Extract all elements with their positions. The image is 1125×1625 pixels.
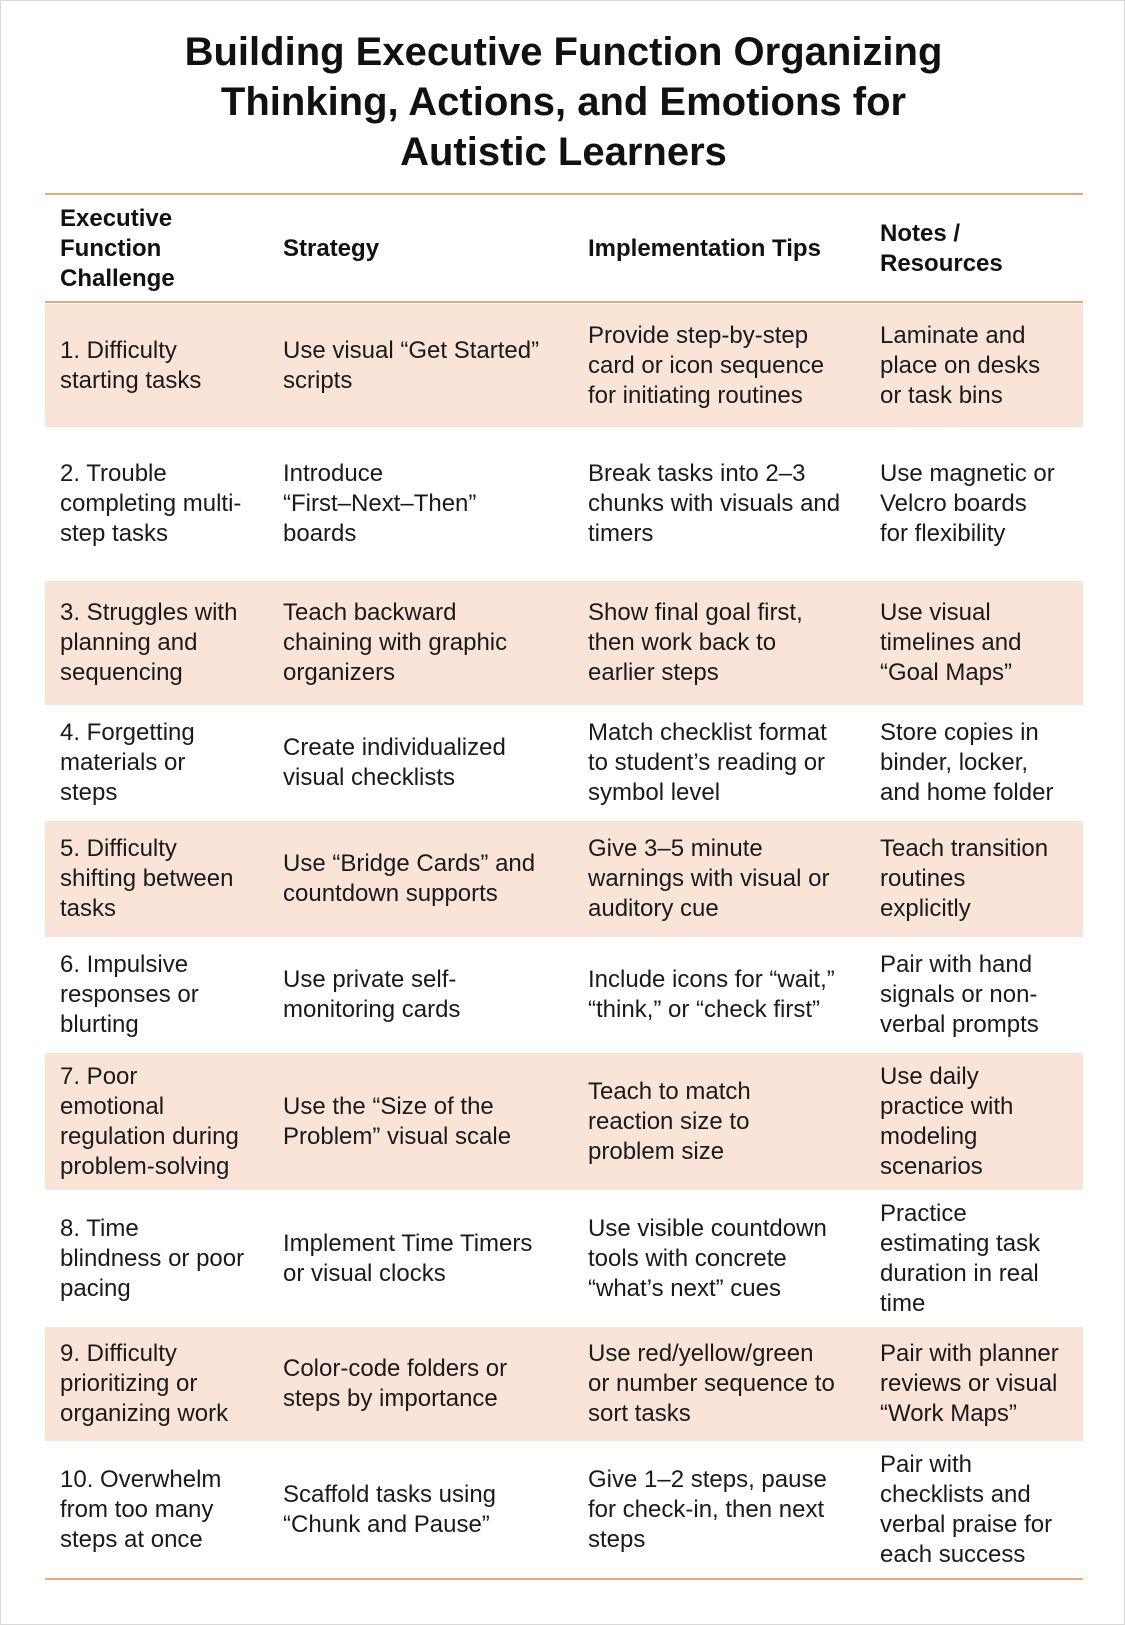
challenge-cell: 6. Impulsive responses or blurting (60, 951, 199, 1038)
table-row (45, 821, 1083, 937)
tips-cell: Show final goal first, then work back to earlier steps (588, 599, 803, 686)
header-tips: Implementation Tips (588, 235, 821, 262)
challenge-cell: 5. Difficulty shifting between tasks (60, 835, 234, 922)
tips-cell: Use visible countdown tools with concrete “what’s next” cues (588, 1214, 827, 1302)
table-row (45, 1053, 1083, 1190)
tips-cell: Give 1–2 steps, pause for check-in, then next steps (588, 1465, 827, 1553)
strategy-cell: Use the “Size of the Problem” visual scale (283, 1092, 512, 1150)
table-row (45, 1190, 1083, 1327)
challenge-cell: 7. Poor emotional regulation during problem-solving (60, 1062, 239, 1180)
title-line-1: Building Executive Function Organizing (184, 30, 943, 74)
strategy-cell: Introduce “First–Next–Then” boards (283, 460, 477, 547)
tips-cell: Use red/yellow/green or number sequence to sort tasks (588, 1340, 835, 1427)
notes-cell: Pair with hand signals or non- verbal prompts (880, 951, 1039, 1038)
bottom-divider (45, 1578, 1083, 1580)
table-row (45, 705, 1083, 821)
table-row (45, 1327, 1083, 1441)
challenge-cell: 8. Time blindness or poor pacing (60, 1214, 245, 1302)
strategy-table (45, 196, 1083, 1578)
challenge-cell: 2. Trouble completing multi- step tasks (60, 460, 242, 547)
title-line-3: Autistic Learners (400, 130, 727, 174)
challenge-cell: 4. Forgetting materials or steps (60, 719, 195, 806)
tips-cell: Break tasks into 2–3 chunks with visuals and timers (588, 460, 841, 547)
challenge-cell: 9. Difficulty prioritizing or organizing work (60, 1340, 229, 1427)
strategy-cell: Use private self- monitoring cards (283, 966, 461, 1023)
notes-cell: Use magnetic or Velcro boards for flexibility (880, 460, 1055, 547)
page-title (1, 27, 1125, 177)
challenge-cell: 1. Difficulty starting tasks (60, 336, 202, 394)
header-notes: Notes / Resources (880, 220, 1003, 277)
tips-cell: Include icons for “wait,” “think,” or “check first” (588, 966, 835, 1023)
tips-cell: Match checklist format to student’s reading or symbol level (588, 719, 827, 806)
table-row (45, 581, 1083, 705)
notes-cell: Store copies in binder, locker, and home folder (880, 719, 1054, 806)
top-divider (45, 193, 1083, 195)
notes-cell: Use daily practice with modeling scenarios (880, 1062, 1014, 1180)
strategy-cell: Use “Bridge Cards” and countdown supports (283, 850, 536, 907)
strategy-cell: Use visual “Get Started” scripts (283, 336, 540, 394)
strategy-cell: Create individualized visual checklists (283, 734, 506, 791)
notes-cell: Practice estimating task duration in real time (880, 1199, 1041, 1317)
header-strategy: Strategy (283, 235, 380, 262)
strategy-cell: Color-code folders or steps by importance (283, 1355, 508, 1412)
header-challenge: Executive Function Challenge (60, 205, 175, 292)
notes-cell: Teach transition routines explicitly (880, 835, 1049, 922)
table-row (45, 937, 1083, 1053)
table-row (45, 304, 1083, 427)
strategy-cell: Teach backward chaining with graphic organizers (283, 599, 508, 686)
strategy-cell: Scaffold tasks using “Chunk and Pause” (283, 1480, 497, 1538)
tips-cell: Provide step-by-step card or icon sequence for initiating routines (588, 321, 825, 409)
tips-cell: Give 3–5 minute warnings with visual or auditory cue (588, 835, 830, 922)
notes-cell: Pair with planner reviews or visual “Work Maps” (880, 1340, 1059, 1427)
table-row (45, 1441, 1083, 1578)
table-row (45, 427, 1083, 581)
table-header-row (45, 196, 1083, 302)
notes-cell: Laminate and place on desks or task bins (880, 321, 1041, 409)
challenge-cell: 10. Overwhelm from too many steps at once (60, 1465, 222, 1553)
challenge-cell: 3. Struggles with planning and sequencing (60, 599, 238, 686)
notes-cell: Use visual timelines and “Goal Maps” (880, 599, 1022, 686)
tips-cell: Teach to match reaction size to problem size (588, 1077, 751, 1165)
title-line-2: Thinking, Actions, and Emotions for (220, 80, 907, 124)
strategy-cell: Implement Time Timers or visual clocks (283, 1229, 533, 1287)
notes-cell: Pair with checklists and verbal praise for each success (880, 1450, 1053, 1568)
